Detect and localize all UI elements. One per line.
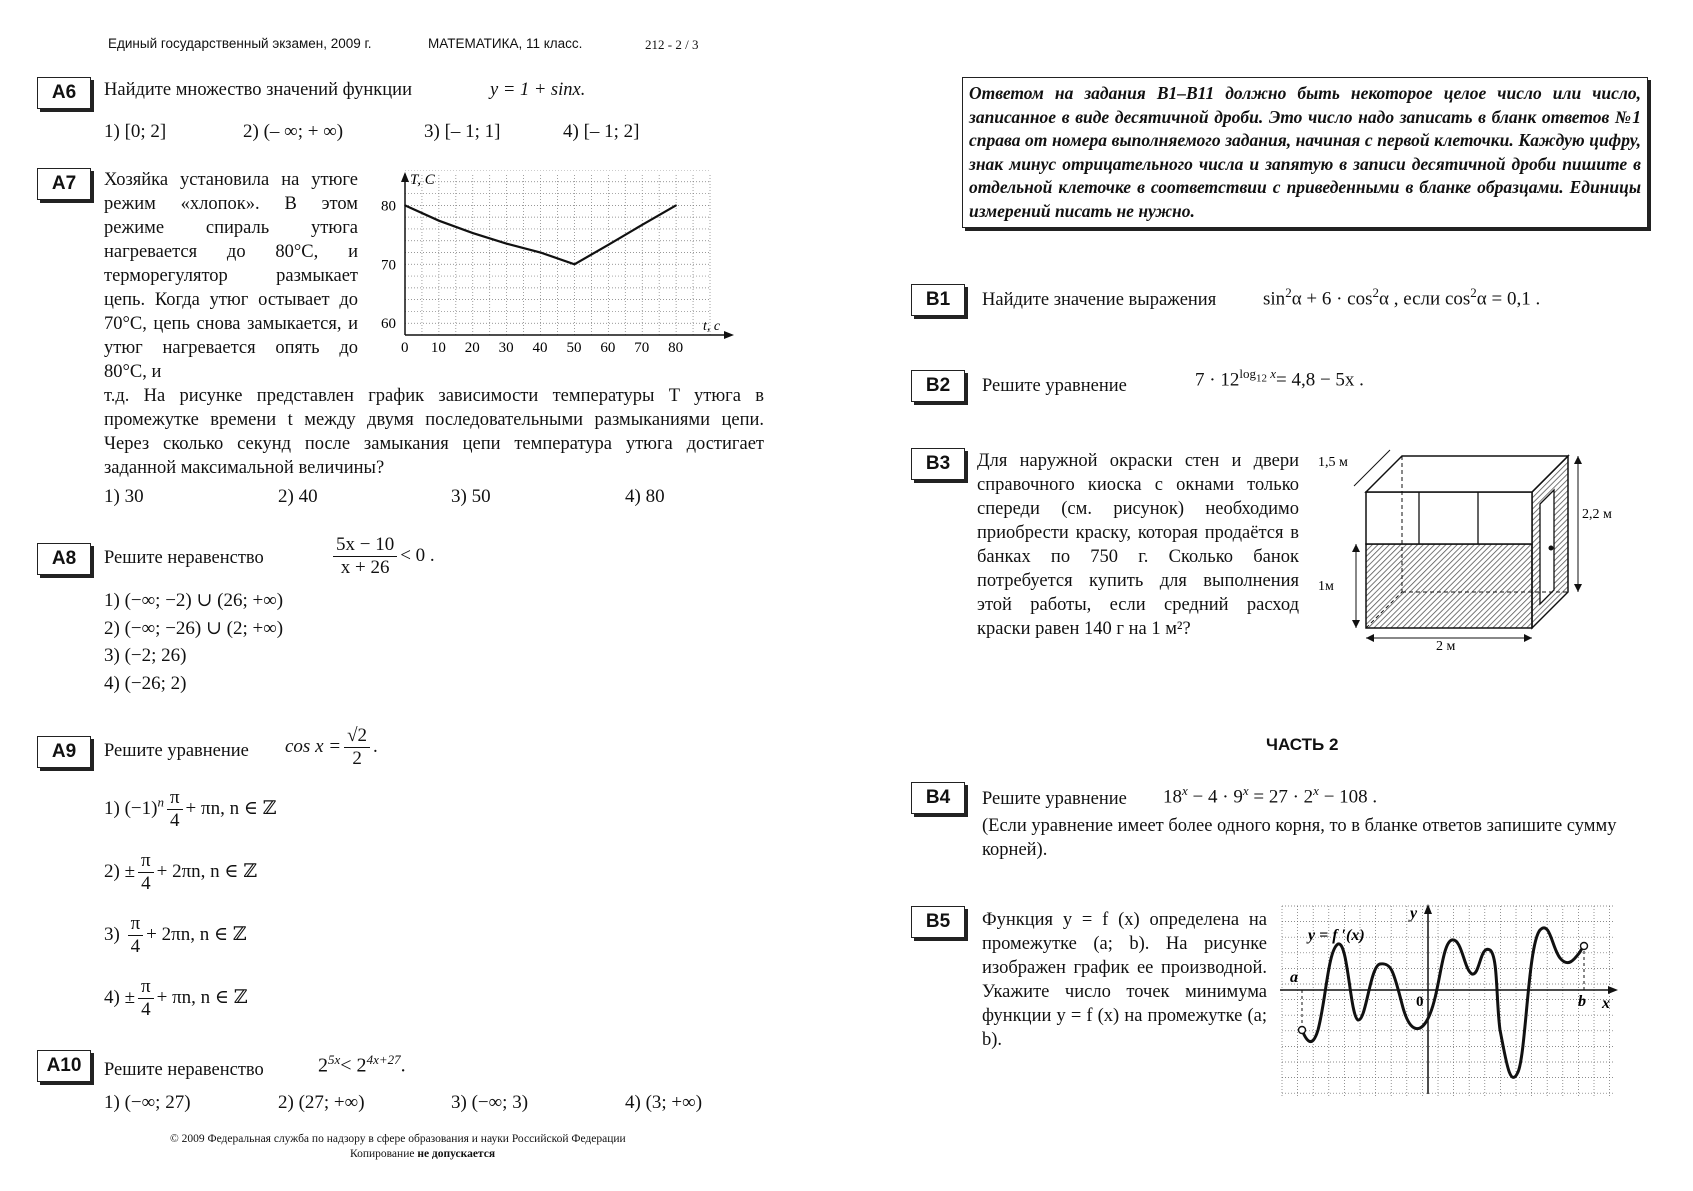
chart-ytick-label: 70 <box>381 257 396 274</box>
chart-xtick-label: 80 <box>668 340 684 356</box>
a6-option-2: 2) (– ∞; + ∞) <box>243 121 344 142</box>
footer-copy-note: Копирование не допускается <box>350 1148 496 1160</box>
chart-ytick-label: 60 <box>381 316 396 333</box>
chart-xtick-label: 20 <box>464 340 480 356</box>
a6-option-1: 1) [0; 2] <box>104 121 167 142</box>
chart-xtick-label: 60 <box>600 340 616 356</box>
chart-ytick-label: 80 <box>381 198 396 215</box>
dim-depth: 1,5 м <box>1318 455 1348 470</box>
a9-equation: cos x = $\frac{√2}{2}$ . <box>285 725 378 769</box>
open-endpoint-a-icon <box>1299 1027 1306 1034</box>
a8-option-2: 2) (−∞; −26) ∪ (2; +∞) <box>104 618 284 639</box>
kiosk-front-lower <box>1366 544 1532 628</box>
chart-x-arrow <box>724 331 734 339</box>
derivative-b: b <box>1578 993 1586 1010</box>
a7-text-wrap: Хозяйка установила на утюге режим «хлопок». В этом режиме спираль утюга нагревается до 80°С, и терморегулятор размыкает цепь. Когда утюг остывает до 70°С, цепь снова замыкается, и утюг нагревается опять до 80°С, и <box>104 170 358 382</box>
a8-option-4: 4) (−26; 2) <box>104 673 187 694</box>
task-label-b5: B5 <box>911 906 965 938</box>
a9-question: Решите уравнение <box>104 741 249 761</box>
a6-formula: y = 1 + sinx. <box>490 80 586 100</box>
chart-xtick-label: 0 <box>401 340 409 356</box>
a6-option-3: 3) [– 1; 1] <box>424 121 501 142</box>
part-2-heading: ЧАСТЬ 2 <box>1266 735 1339 754</box>
b2-equation: $7 \cdot 12^{log_{12} x}= 4,8 - 5x$ . <box>1195 366 1364 391</box>
chart-point <box>472 232 474 234</box>
kiosk-roof <box>1366 456 1568 492</box>
chart-xtick-label: 30 <box>498 340 514 356</box>
chart-ylabel: T, C <box>410 172 435 188</box>
task-label-b3: B3 <box>911 448 965 480</box>
a10-question: Решите неравенство <box>104 1060 264 1080</box>
task-label-a6: A6 <box>37 77 91 109</box>
open-endpoint-b-icon <box>1581 943 1588 950</box>
a9-numerator: √2 <box>344 725 370 748</box>
a6-option-4: 4) [– 1; 2] <box>563 121 640 142</box>
a7-option-2: 2) 40 <box>278 486 318 507</box>
chart-point <box>675 205 677 207</box>
a10-option-4: 4) (3; +∞) <box>625 1092 703 1113</box>
chart-xtick-label: 40 <box>532 340 548 356</box>
a9-denominator: 2 <box>352 748 362 769</box>
derivative-axis-y: y <box>1410 905 1418 922</box>
a10-inequality: $2^{5x}< 2^{4x+27}$. <box>318 1052 406 1077</box>
a9-lhs: cos x = <box>285 735 342 757</box>
chart-xtick-label: 10 <box>430 340 446 356</box>
chart-grid <box>405 170 710 335</box>
task-label-a9: A9 <box>37 736 91 768</box>
a8-option-1: 1) (−∞; −2) ∪ (26; +∞) <box>104 590 284 611</box>
dim-low: 1м <box>1318 579 1334 594</box>
chart-point <box>574 263 576 265</box>
a8-numerator: 5x − 10 <box>333 534 397 557</box>
task-label-a10: A10 <box>37 1050 91 1082</box>
a10-option-1: 1) (−∞; 27) <box>104 1092 191 1113</box>
chart-ticks <box>381 198 683 356</box>
door-handle-icon <box>1549 546 1554 551</box>
chart-point <box>608 244 610 246</box>
a8-option-3: 3) (−2; 26) <box>104 645 187 666</box>
a10-option-2: 2) (27; +∞) <box>278 1092 365 1113</box>
a10-option-3: 3) (−∞; 3) <box>451 1092 529 1113</box>
a9-option-2: 2) ± $\frac{\pi}{4}$ + 2πn, n ∈ ℤ <box>104 850 258 894</box>
chart-point <box>641 224 643 226</box>
chart-point <box>506 243 508 245</box>
chart-xlabel: t, c <box>703 319 721 334</box>
b4-note: (Если уравнение имеет более одного корня, то в бланке ответов запишите сумму корней). <box>982 816 1617 860</box>
header-code: 212 - 2 / 3 <box>645 37 699 52</box>
header-subject: МАТЕМАТИКА, 11 класс. <box>428 36 583 51</box>
a9-option-1: 1) $(-1)^n$ $\frac{\pi}{4}$ + πn, n ∈ ℤ <box>104 787 277 831</box>
a9-option-3: 3) $\frac{\pi}{4}$ + 2πn, n ∈ ℤ <box>104 913 247 957</box>
derivative-origin: 0 <box>1416 994 1424 1010</box>
b1-expression: $\sin^2\alpha + 6 \cdot \cos^2\alpha$ , если $\cos^2\alpha = 0,1$ . <box>1263 285 1541 310</box>
a7-option-3: 3) 50 <box>451 486 491 507</box>
footer-copyright: © 2009 Федеральная служба по надзору в сфере образования и науки Российской Федерации <box>170 1133 626 1145</box>
task-label-a8: A8 <box>37 543 91 575</box>
task-label-b2: B2 <box>911 370 965 402</box>
derivative-graph <box>1280 904 1620 1098</box>
a6-question: Найдите множество значений функции <box>104 80 412 100</box>
header-exam: Единый государственный экзамен, 2009 г. <box>108 36 372 51</box>
answer-instructions-box: Ответом на задания В1–В11 должно быть некоторое целое число или число, записанное в виде десятичной дроби. Это число надо записать в бланк ответов №1 справа от номера выполняемого задания, начиная с первой клеточки. Каждую цифру, знак минус отрицательного числа и запятую в записи десятичной дроби пишите в отдельной клеточке в соответствии с приведенными в бланке образцами. Единицы измерений писать не нужно. <box>962 77 1648 228</box>
a8-inequality <box>330 534 435 579</box>
chart-point <box>438 220 440 222</box>
chart-y-arrow <box>401 172 409 182</box>
chart-xtick-label: 50 <box>566 340 582 356</box>
kiosk-front-windows <box>1366 492 1532 544</box>
b5-text: Функция y = f (x) определена на промежутке (a; b). На рисунке изображен график ее производной. Укажите число точек минимума функции y = f (x) на промежутке (a; b). <box>982 910 1267 1050</box>
b3-text: Для наружной окраски стен и двери справочного киоска с окнами только спереди (см. рисунок) необходимо приобрести краску, которая продаётся в банках по 750 г. Сколько банок потребуется купить для выполнения этой работы, если средний расход краски равен 140 г на 1 м²? <box>977 451 1299 639</box>
b2-question: Решите уравнение <box>982 376 1127 396</box>
derivative-axis-x: x <box>1602 995 1610 1012</box>
dim-height: 2,2 м <box>1582 507 1612 522</box>
b4-equation: $18^x - 4 \cdot 9^x = 27 \cdot 2^x - 108$ . <box>1163 783 1378 808</box>
a8-denominator: x + 26 <box>340 557 390 578</box>
task-label-b1: B1 <box>911 284 965 316</box>
a7-option-1: 1) 30 <box>104 486 144 507</box>
temperature-chart <box>370 170 740 370</box>
a7-option-4: 4) 80 <box>625 486 665 507</box>
b1-question: Найдите значение выражения <box>982 290 1217 310</box>
a9-option-4: 4) ± $\frac{\pi}{4}$ + πn, n ∈ ℤ <box>104 976 248 1020</box>
derivative-label: y = f ′(x) <box>1308 927 1365 944</box>
chart-xtick-label: 70 <box>634 340 650 356</box>
a7-text-full: т.д. На рисунке представлен график зависимости температуры T утюга в промежутке времени t между двумя последовательными размыканиями цепи. Через сколько секунд после замыкания цепи температура утюга достигает заданной максимальной величины? <box>104 386 764 478</box>
a8-question: Решите неравенство <box>104 548 264 568</box>
a8-relation: < 0 . <box>400 544 435 566</box>
derivative-a: a <box>1290 969 1298 986</box>
b4-question: Решите уравнение <box>982 789 1127 809</box>
chart-point <box>404 205 406 207</box>
chart-point <box>540 252 542 254</box>
task-label-b4: B4 <box>911 782 965 814</box>
dim-width: 2 м <box>1436 639 1456 652</box>
task-label-a7: A7 <box>37 168 91 200</box>
kiosk-figure <box>1318 440 1638 652</box>
